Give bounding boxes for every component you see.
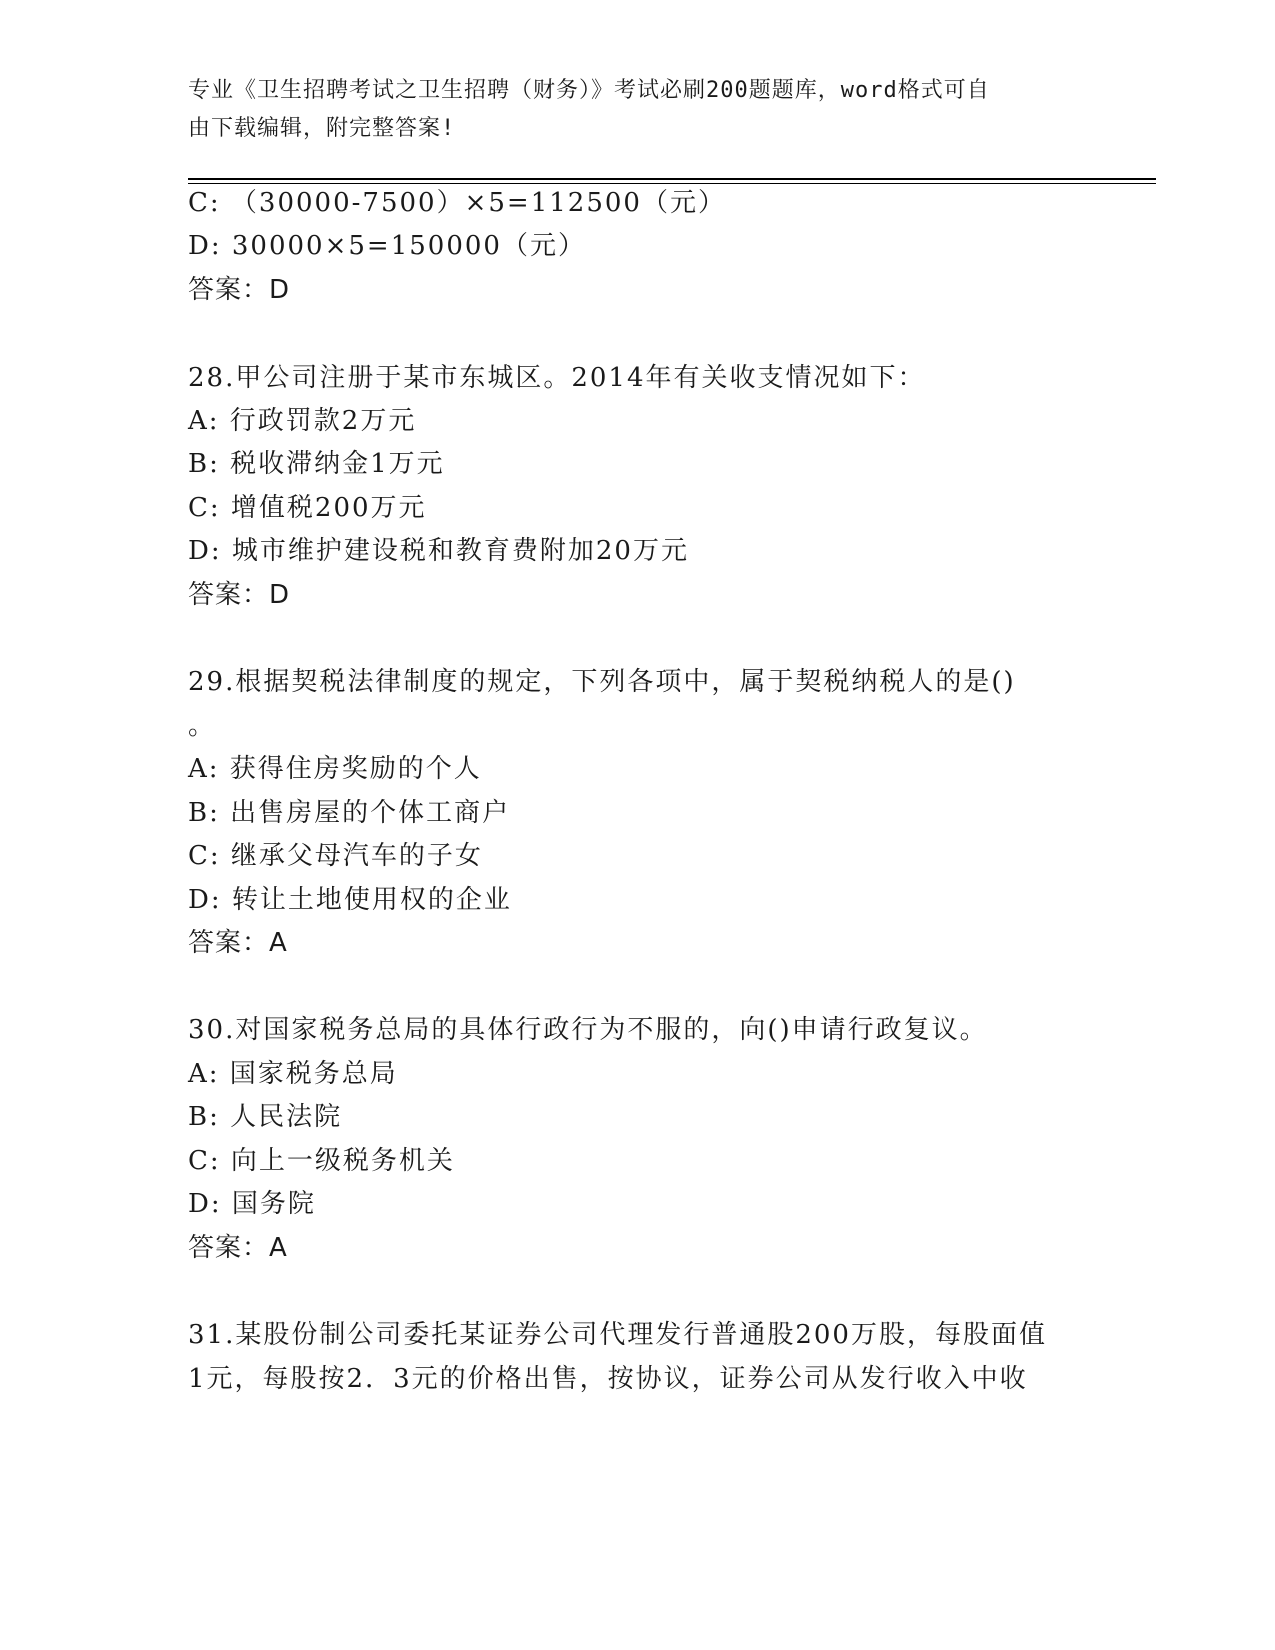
question-31-stem: 31.某股份制公司委托某证券公司代理发行普通股200万股，每股面值 xyxy=(188,1320,1047,1350)
prev-answer: 答案：D xyxy=(188,275,291,305)
header-line-1: 专业《卫生招聘考试之卫生招聘（财务）》考试必刷200题题库，word格式可自 xyxy=(188,78,990,103)
question-29-option-d: D: 转让土地使用权的企业 xyxy=(188,885,512,915)
question-30-stem: 30.对国家税务总局的具体行政行为不服的，向()申请行政复议。 xyxy=(188,1015,988,1045)
prev-option-d: D: 30000×5=150000（元） xyxy=(188,231,586,261)
question-29-answer: 答案：A xyxy=(188,928,288,958)
question-28-answer: 答案：D xyxy=(188,580,291,610)
header-divider-thin xyxy=(188,183,1156,184)
question-30-option-d: D: 国务院 xyxy=(188,1189,316,1219)
question-28-option-d: D: 城市维护建设税和教育费附加20万元 xyxy=(188,536,689,566)
question-28-stem: 28.甲公司注册于某市东城区。2014年有关收支情况如下： xyxy=(188,363,926,393)
question-30-option-a: A: 国家税务总局 xyxy=(188,1059,398,1089)
prev-option-c: C: （30000-7500）×5=112500（元） xyxy=(188,188,726,218)
question-28-option-b: B: 税收滞纳金1万元 xyxy=(188,449,445,479)
question-28-option-a: A: 行政罚款2万元 xyxy=(188,406,417,436)
question-29-option-b: B: 出售房屋的个体工商户 xyxy=(188,798,511,828)
question-31-stem-cont: 1元，每股按2．3元的价格出售，按协议，证券公司从发行收入中收 xyxy=(188,1364,1028,1394)
question-29-option-a: A: 获得住房奖励的个人 xyxy=(188,754,482,784)
question-29-stem: 29.根据契税法律制度的规定，下列各项中，属于契税纳税人的是() xyxy=(188,667,1016,697)
question-28-option-c: C: 增值税200万元 xyxy=(188,493,427,523)
question-29-option-c: C: 继承父母汽车的子女 xyxy=(188,841,483,871)
question-30-option-c: C: 向上一级税务机关 xyxy=(188,1146,455,1176)
document-header xyxy=(188,72,1088,148)
header-line-2: 由下载编辑，附完整答案! xyxy=(188,116,456,141)
question-29-stem-cont: 。 xyxy=(188,711,217,741)
header-divider-thick xyxy=(188,178,1156,180)
question-30-option-b: B: 人民法院 xyxy=(188,1102,343,1132)
question-30-answer: 答案：A xyxy=(188,1233,288,1263)
